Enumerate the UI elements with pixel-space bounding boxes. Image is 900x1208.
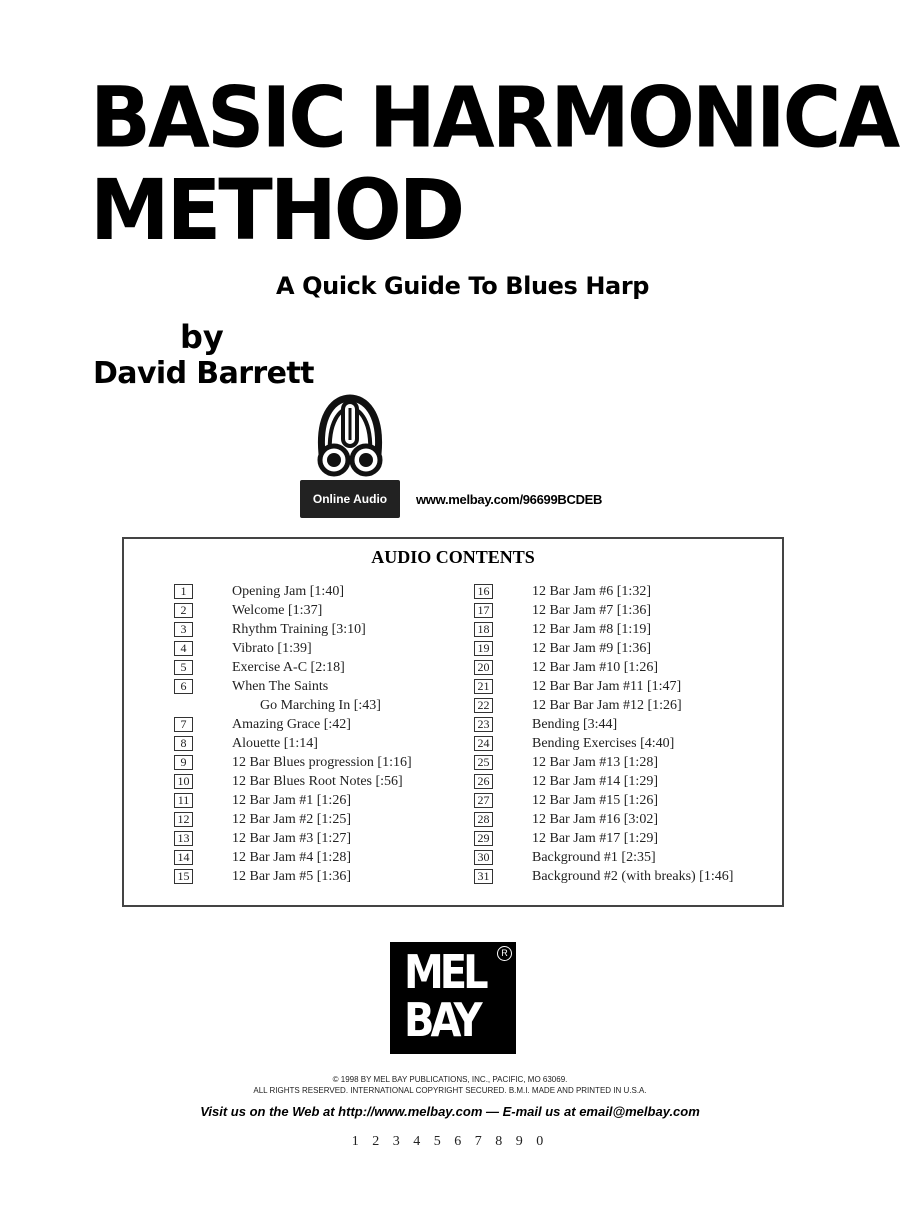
track-title: Rhythm Training [3:10] (232, 622, 366, 637)
track-title: Bending Exercises [4:40] (532, 736, 675, 751)
mel-bay-logo (390, 942, 516, 1054)
audio-url-link[interactable]: www.melbay.com/96699BCDEB (416, 492, 603, 507)
track-title: 12 Bar Jam #17 [1:29] (532, 831, 658, 846)
track-title: 12 Bar Jam #15 [1:26] (532, 793, 658, 808)
track-number: 13 (174, 831, 193, 846)
registered-mark: R (497, 946, 512, 961)
track-title: Opening Jam [1:40] (232, 584, 344, 599)
title-line-1: BASIC HARMONICA (90, 68, 898, 167)
track-number: 6 (174, 679, 193, 694)
track-title: 12 Bar Blues Root Notes [:56] (232, 774, 403, 789)
track-number: 2 (174, 603, 193, 618)
track-title: 12 Bar Jam #2 [1:25] (232, 812, 351, 827)
track-number: 28 (474, 812, 493, 827)
track-title: 12 Bar Jam #3 [1:27] (232, 831, 351, 846)
track-title: 12 Bar Blues progression [1:16] (232, 755, 412, 770)
track-title: Welcome [1:37] (232, 603, 323, 618)
track-number: 3 (174, 622, 193, 637)
track-number: 12 (174, 812, 193, 827)
track-number: 11 (174, 793, 193, 808)
track-title: 12 Bar Jam #8 [1:19] (532, 622, 651, 637)
headphones-icon (300, 392, 400, 482)
track-number: 30 (474, 850, 493, 865)
track-title: 12 Bar Jam #10 [1:26] (532, 660, 658, 675)
online-audio-label: Online Audio (300, 480, 400, 518)
track-title: Amazing Grace [:42] (232, 717, 351, 732)
track-number: 22 (474, 698, 493, 713)
track-title: Vibrato [1:39] (232, 641, 312, 656)
track-title: 12 Bar Jam #14 [1:29] (532, 774, 658, 789)
track-title: Alouette [1:14] (232, 736, 318, 751)
track-number: 9 (174, 755, 193, 770)
track-title: 12 Bar Jam #4 [1:28] (232, 850, 351, 865)
print-line-numbers: 1 2 3 4 5 6 7 8 9 0 (351, 1134, 549, 1149)
track-number: 14 (174, 850, 193, 865)
track-number: 25 (474, 755, 493, 770)
track-number: 7 (174, 717, 193, 732)
track-number: 23 (474, 717, 493, 732)
logo-line-1: MEL (404, 946, 485, 1000)
track-number: 15 (174, 869, 193, 884)
track-title-continued: Go Marching In [:43] (260, 698, 381, 713)
copyright-line-2: ALL RIGHTS RESERVED. INTERNATIONAL COPYRIGHT SECURED. B.M.I. MADE AND PRINTED IN U.S.A. (253, 1086, 647, 1095)
audio-contents-box (122, 537, 784, 907)
track-number: 5 (174, 660, 193, 675)
track-title: Exercise A-C [2:18] (232, 660, 345, 675)
track-number: 4 (174, 641, 193, 656)
title-line-2: METHOD (90, 161, 463, 259)
track-title: 12 Bar Jam #6 [1:32] (532, 584, 651, 599)
book-subtitle: A Quick Guide To Blues Harp (276, 272, 650, 300)
track-number: 19 (474, 641, 493, 656)
track-title: 12 Bar Jam #7 [1:36] (532, 603, 651, 618)
copyright-notice (0, 1074, 900, 1096)
logo-line-2: BAY (404, 994, 479, 1048)
track-title: Background #1 [2:35] (532, 850, 656, 865)
track-number: 8 (174, 736, 193, 751)
online-audio-badge (300, 392, 400, 518)
track-number: 21 (474, 679, 493, 694)
track-number: 26 (474, 774, 493, 789)
track-number: 20 (474, 660, 493, 675)
track-number: 1 (174, 584, 193, 599)
track-title: 12 Bar Jam #5 [1:36] (232, 869, 351, 884)
track-title: 12 Bar Bar Jam #12 [1:26] (532, 698, 682, 713)
track-title: When The Saints (232, 679, 329, 694)
track-number: 27 (474, 793, 493, 808)
copyright-line-1: © 1998 BY MEL BAY PUBLICATIONS, INC., PACIFIC, MO 63069. (332, 1075, 568, 1084)
track-number: 24 (474, 736, 493, 751)
book-title (90, 68, 898, 259)
track-title: Bending [3:44] (532, 717, 618, 732)
track-number: 18 (474, 622, 493, 637)
track-title: Background #2 (with breaks) [1:46] (532, 869, 734, 884)
track-title: 12 Bar Bar Jam #11 [1:47] (532, 679, 682, 694)
track-title: 12 Bar Jam #9 [1:36] (532, 641, 651, 656)
audio-contents-heading: AUDIO CONTENTS (371, 547, 535, 567)
track-title: 12 Bar Jam #1 [1:26] (232, 793, 351, 808)
byline-by: by (180, 318, 224, 356)
author-name: David Barrett (93, 356, 314, 391)
track-number: 29 (474, 831, 493, 846)
track-title: 12 Bar Jam #16 [3:02] (532, 812, 658, 827)
track-title: 12 Bar Jam #13 [1:28] (532, 755, 658, 770)
track-number: 17 (474, 603, 493, 618)
track-number: 16 (474, 584, 493, 599)
track-number: 31 (474, 869, 493, 884)
track-number: 10 (174, 774, 193, 789)
web-contact-line: Visit us on the Web at http://www.melbay.com — E-mail us at email@melbay.com (200, 1104, 700, 1119)
